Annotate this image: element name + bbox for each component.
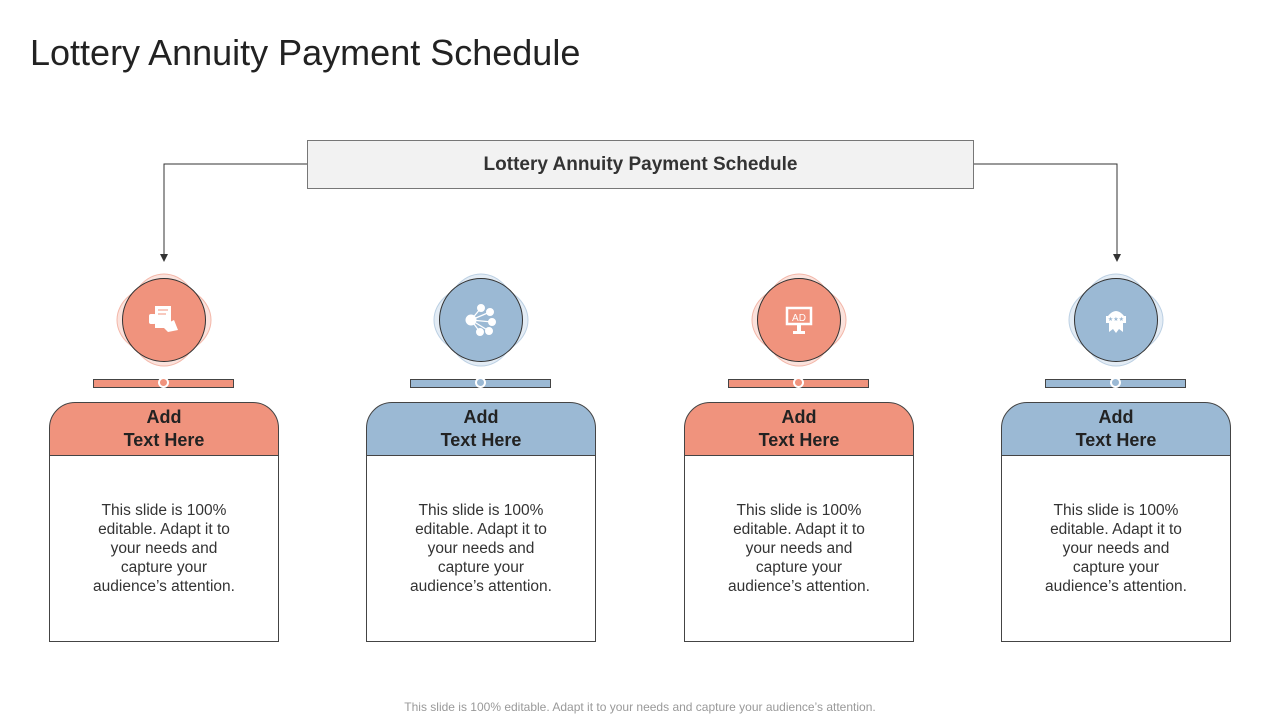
- card-header-line2: Text Here: [1075, 430, 1157, 450]
- document-megaphone-icon: [122, 278, 206, 362]
- divider-dot: [793, 377, 804, 388]
- footer-note: This slide is 100% editable. Adapt it to your needs and capture your audience’s attention.: [404, 700, 876, 714]
- card-header-line2: Text Here: [123, 430, 205, 450]
- award-badge-icon: [1074, 278, 1158, 362]
- left-arrow: [164, 164, 307, 258]
- card-body: This slide is 100% editable. Adapt it to your needs and capture your audience’s attention.: [366, 455, 596, 642]
- card-header-line1: Add: [146, 407, 182, 427]
- divider-dot: [158, 377, 169, 388]
- network-nodes-icon: [439, 278, 523, 362]
- card-header: [1001, 402, 1231, 456]
- card-header: [366, 402, 596, 456]
- divider-dot: [1110, 377, 1121, 388]
- billboard-text: AD: [792, 313, 806, 324]
- card-body: This slide is 100% editable. Adapt it to your needs and capture your audience’s attention.: [684, 455, 914, 642]
- card-header-line1: Add: [463, 407, 499, 427]
- right-arrow: [974, 164, 1117, 258]
- page-title: Lottery Annuity Payment Schedule: [30, 32, 581, 73]
- divider-dot: [475, 377, 486, 388]
- billboard-icon: [757, 278, 841, 362]
- card-header-line2: Text Here: [440, 430, 522, 450]
- card-body: This slide is 100% editable. Adapt it to your needs and capture your audience’s attention.: [1001, 455, 1231, 642]
- svg-text:★★★: ★★★: [1107, 317, 1125, 323]
- card-header: [49, 402, 279, 456]
- card-header-line2: Text Here: [758, 430, 840, 450]
- top-box: Lottery Annuity Payment Schedule: [307, 140, 974, 189]
- card-header-line1: Add: [781, 407, 817, 427]
- card-header-line1: Add: [1098, 407, 1134, 427]
- card-header: [684, 402, 914, 456]
- card-body: This slide is 100% editable. Adapt it to your needs and capture your audience’s attention.: [49, 455, 279, 642]
